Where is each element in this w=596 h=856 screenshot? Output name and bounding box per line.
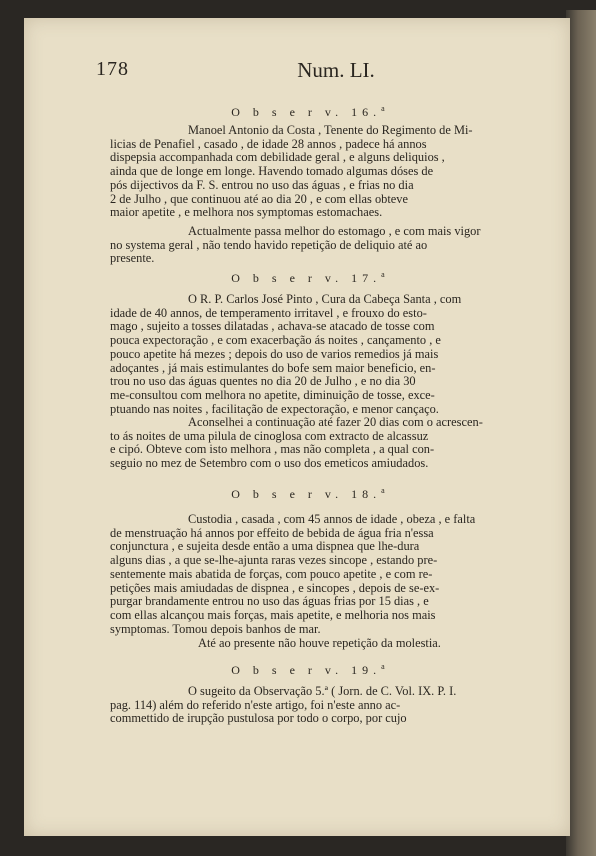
page-header [96, 58, 476, 88]
observation-17-paragraph-1: O R. P. Carlos José Pinto , Cura da Cabeça Santa , com idade de 40 annos, de temperamento irritavel , e frouxo do esto- mago , sujeito a tosses dilatadas , achava-se atacado de tosse com pouca expectoração , e com exacerbação ás noites , cançamento , e pouco apetite há mezes ; depois do uso de varios remedios já mais adoçantes , já mais estimulantes do bofe sem maior beneficio, en- trou no uso das águas quentes no dia 20 de Julho , e no dia 30 me-consultou com melhora no apetite, diminuição de tosse, exce- ptuando nas noites , facilitação de expectoração, e menor cançaço. [110, 293, 462, 416]
observation-17-paragraph-2: Aconselhei a continuação até fazer 20 dias com o acrescen- to ás noites de uma pilula de cinoglosa com extracto de alcassuz e cipó. Obteve com isto melhora , mas não completa , a qual con- seguio no mez de Setembro com o uso dos emeticos amiudados. [110, 416, 483, 471]
observation-19-heading: O b s e r v. 19.$^a$ [231, 662, 385, 677]
observation-18-paragraph-2: Até ao presente não houve repetição da molestia. [198, 637, 441, 650]
observation-16-heading: O b s e r v. 16.$^a$ [231, 104, 385, 119]
page-number: 178 [96, 58, 129, 80]
observation-16-paragraph-1: Manoel Antonio da Costa , Tenente do Regimento de Mi- licias de Penafiel , casado , de idade 28 annos , padece há annos dispepsia accompanhada com debilidade geral , e alguns deliquios , ainda que de longe em longe. Havendo tomado algumas dóses de pós dijectivos da F. S. entrou no uso das águas , e frias no dia 2 de Julho , que continuou até ao dia 20 , e com ellas obteve maior apetite , e melhora nos symptomas estomachaes. [110, 124, 473, 220]
observation-18-heading: O b s e r v. 18.$^a$ [231, 486, 385, 501]
observation-18-paragraph-1: Custodia , casada , com 45 annos de idade , obeza , e falta de menstruação há annos por effeito de bebida de água fria n'essa conjunctura , e sujeita desde então a uma dispnea que lhe-dura alguns dias , a que se-lhe-ajunta raras vezes sincope , estando pre- sentemente mais abatida de forças, com pouco apetite , e com re- petições mais amiudadas de dispnea , e sincopes , depois de se-ex- purgar brandamente entrou no uso das águas frias por 15 dias , e com ellas alcançou mais forças, mais apetite, e melhoria nos mais symptomas. Tomou depois banhos de mar. [110, 513, 476, 636]
observation-17-heading: O b s e r v. 17.$^a$ [231, 270, 385, 285]
page-edge-shadow [566, 10, 596, 856]
running-title: Num. LI. [297, 58, 375, 82]
observation-19-paragraph-1: O sugeito da Observação 5.ª ( Jorn. de C. Vol. IX. P. I. pag. 114) além do referido n'este artigo, foi n'este anno ac- commettido de irupção pustulosa por todo o corpo, por cujo [110, 685, 457, 726]
observation-16-paragraph-2: Actualmente passa melhor do estomago , e com mais vigor no systema geral , não tendo havido repetição de deliquio até ao presente. [110, 225, 481, 266]
